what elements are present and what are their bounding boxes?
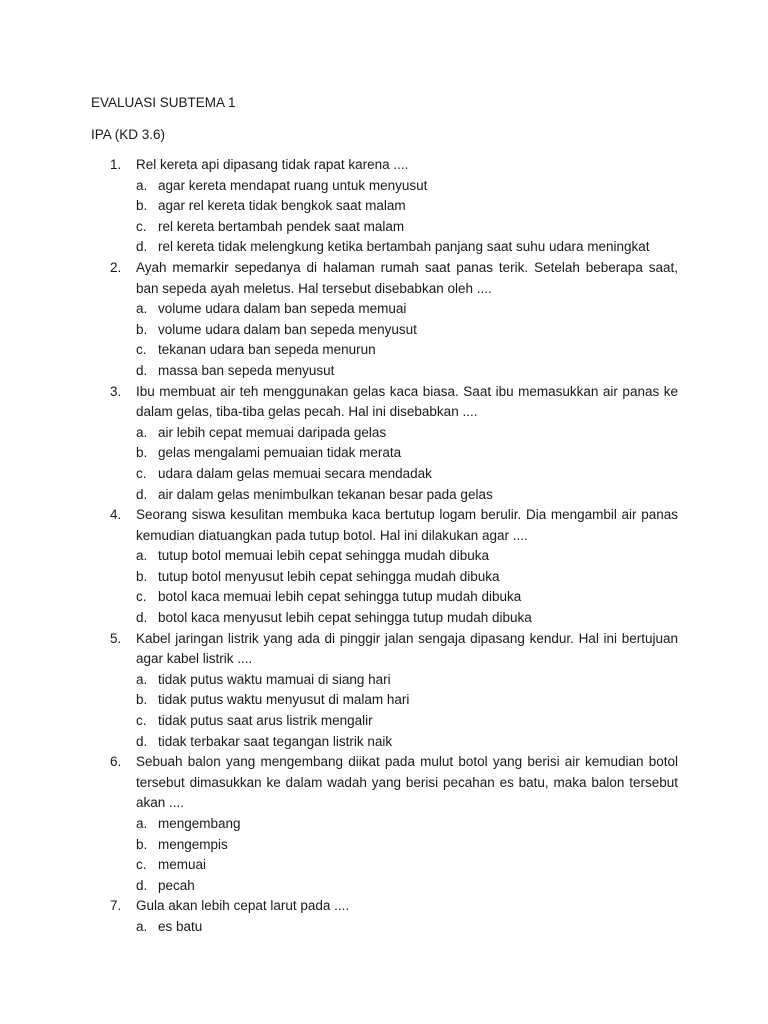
option-text: massa ban sepeda menyusut: [158, 362, 335, 378]
answer-option: [91, 176, 678, 197]
option-text: agar rel kereta tidak bengkok saat malam: [158, 198, 406, 214]
option-letter: b.: [136, 198, 148, 214]
question-stem: [91, 382, 678, 423]
question-item: [91, 629, 678, 753]
option-list: [91, 670, 678, 752]
question-number: 6.: [110, 754, 122, 770]
answer-option: [91, 320, 678, 341]
option-letter: a.: [136, 424, 148, 440]
question-item: [91, 258, 678, 382]
question-number: 7.: [110, 898, 122, 914]
question-number: 1.: [110, 157, 122, 172]
question-item: [91, 155, 678, 258]
option-text: air dalam gelas menimbulkan tekanan besar pada gelas: [158, 486, 493, 502]
option-letter: a.: [136, 548, 148, 564]
option-text: botol kaca menyusut lebih cepat sehingga tutup mudah dibuka: [158, 610, 532, 626]
option-letter: d.: [136, 877, 148, 893]
option-text: udara dalam gelas memuai secara mendadak: [158, 465, 432, 481]
option-list: [91, 917, 678, 938]
question-text: Kabel jaringan listrik yang ada di pinggir jalan sengaja dipasang kendur. Hal ini bertujuan agar kabel listrik ....: [136, 630, 678, 667]
option-text: tekanan udara ban sepeda menurun: [158, 342, 376, 358]
option-letter: c.: [136, 857, 147, 873]
question-text: Ayah memarkir sepedanya di halaman rumah saat panas terik. Setelah beberapa saat, ban sepeda ayah meletus. Hal tersebut disebabkan oleh ....: [136, 259, 678, 296]
question-stem: [91, 752, 678, 814]
question-list: [91, 155, 678, 938]
answer-option: [91, 423, 678, 444]
answer-option: [91, 732, 678, 753]
answer-option: [91, 485, 678, 506]
answer-option: [91, 299, 678, 320]
option-text: volume udara dalam ban sepeda menyusut: [158, 321, 417, 337]
question-item: [91, 382, 678, 506]
question-number: 3.: [110, 383, 122, 399]
option-letter: b.: [136, 568, 148, 584]
question-item: [91, 896, 678, 937]
option-list: [91, 423, 678, 505]
answer-option: [91, 855, 678, 876]
option-text: memuai: [158, 857, 207, 873]
option-text: tidak putus saat arus listrik mengalir: [158, 713, 373, 729]
option-letter: c.: [136, 465, 147, 481]
option-text: tidak putus waktu menyusut di malam hari: [158, 692, 410, 708]
option-letter: b.: [136, 836, 148, 852]
question-number: 4.: [110, 507, 122, 523]
answer-option: [91, 196, 678, 217]
answer-option: [91, 917, 678, 938]
answer-option: [91, 237, 678, 258]
option-text: tutup botol menyusut lebih cepat sehingga mudah dibuka: [158, 568, 500, 584]
option-letter: b.: [136, 692, 148, 708]
answer-option: [91, 361, 678, 382]
question-item: [91, 752, 678, 896]
answer-option: [91, 814, 678, 835]
option-letter: a.: [136, 177, 148, 193]
option-letter: a.: [136, 671, 148, 687]
option-text: volume udara dalam ban sepeda memuai: [158, 301, 407, 317]
question-number: 5.: [110, 630, 122, 646]
option-text: tidak putus waktu mamuai di siang hari: [158, 671, 391, 687]
question-number: 2.: [110, 259, 122, 275]
option-text: pecah: [158, 877, 195, 893]
question-text: Gula akan lebih cepat larut pada ....: [136, 898, 350, 914]
question-stem: [91, 155, 678, 176]
option-letter: c.: [136, 342, 147, 358]
answer-option: [91, 608, 678, 629]
option-letter: d.: [136, 362, 148, 378]
option-letter: c.: [136, 218, 147, 234]
question-text: Rel kereta api dipasang tidak rapat karena ....: [136, 157, 409, 172]
option-text: rel kereta bertambah pendek saat malam: [158, 218, 405, 234]
option-text: gelas mengalami pemuaian tidak merata: [158, 445, 402, 461]
option-text: tutup botol memuai lebih cepat sehingga mudah dibuka: [158, 548, 489, 564]
option-text: agar kereta mendapat ruang untuk menyusut: [158, 177, 428, 193]
option-letter: d.: [136, 733, 148, 749]
answer-option: [91, 546, 678, 567]
option-text: botol kaca memuai lebih cepat sehingga tutup mudah dibuka: [158, 589, 522, 605]
answer-option: [91, 670, 678, 691]
answer-option: [91, 876, 678, 897]
option-text: mengembang: [158, 816, 241, 831]
answer-option: [91, 567, 678, 588]
option-list: [91, 814, 678, 896]
option-text: tidak terbakar saat tegangan listrik naik: [158, 733, 393, 749]
answer-option: [91, 690, 678, 711]
option-letter: a.: [136, 816, 148, 831]
question-text: Ibu membuat air teh menggunakan gelas kaca biasa. Saat ibu memasukkan air panas ke dalam gelas, tiba-tiba gelas pecah. Hal ini disebabkan ....: [136, 383, 678, 420]
option-letter: c.: [136, 713, 147, 729]
question-stem: [91, 505, 678, 546]
option-letter: d.: [136, 610, 148, 626]
question-stem: [91, 629, 678, 670]
answer-option: [91, 340, 678, 361]
answer-option: [91, 217, 678, 238]
option-letter: d.: [136, 239, 148, 255]
option-list: [91, 176, 678, 258]
question-item: [91, 505, 678, 629]
answer-option: [91, 443, 678, 464]
question-stem: [91, 258, 678, 299]
document-title: EVALUASI SUBTEMA 1: [91, 95, 236, 110]
option-text: rel kereta tidak melengkung ketika bertambah panjang saat suhu udara meningkat: [158, 239, 650, 255]
option-letter: d.: [136, 486, 148, 502]
question-text: Seorang siswa kesulitan membuka kaca bertutup logam berulir. Dia mengambil air panas kemudian diatuangkan pada tutup botol. Hal ini dilakukan agar ....: [136, 507, 678, 543]
option-text: es batu: [158, 918, 203, 934]
option-letter: a.: [136, 918, 148, 934]
question-stem: [91, 896, 678, 917]
question-text: Sebuah balon yang mengembang diikat pada mulut botol yang berisi air kemudian botol tersebut dimasukkan ke dalam wadah yang berisi pecahan es batu, maka balon tersebut akan ....: [136, 754, 678, 811]
document-subtitle: IPA (KD 3.6): [91, 127, 166, 142]
option-letter: a.: [136, 301, 148, 317]
answer-option: [91, 464, 678, 485]
option-letter: c.: [136, 589, 147, 605]
option-letter: b.: [136, 321, 148, 337]
option-list: [91, 299, 678, 381]
answer-option: [91, 587, 678, 608]
option-list: [91, 546, 678, 628]
option-text: mengempis: [158, 836, 228, 852]
answer-option: [91, 835, 678, 856]
option-text: air lebih cepat memuai daripada gelas: [158, 424, 387, 440]
option-letter: b.: [136, 445, 148, 461]
answer-option: [91, 711, 678, 732]
